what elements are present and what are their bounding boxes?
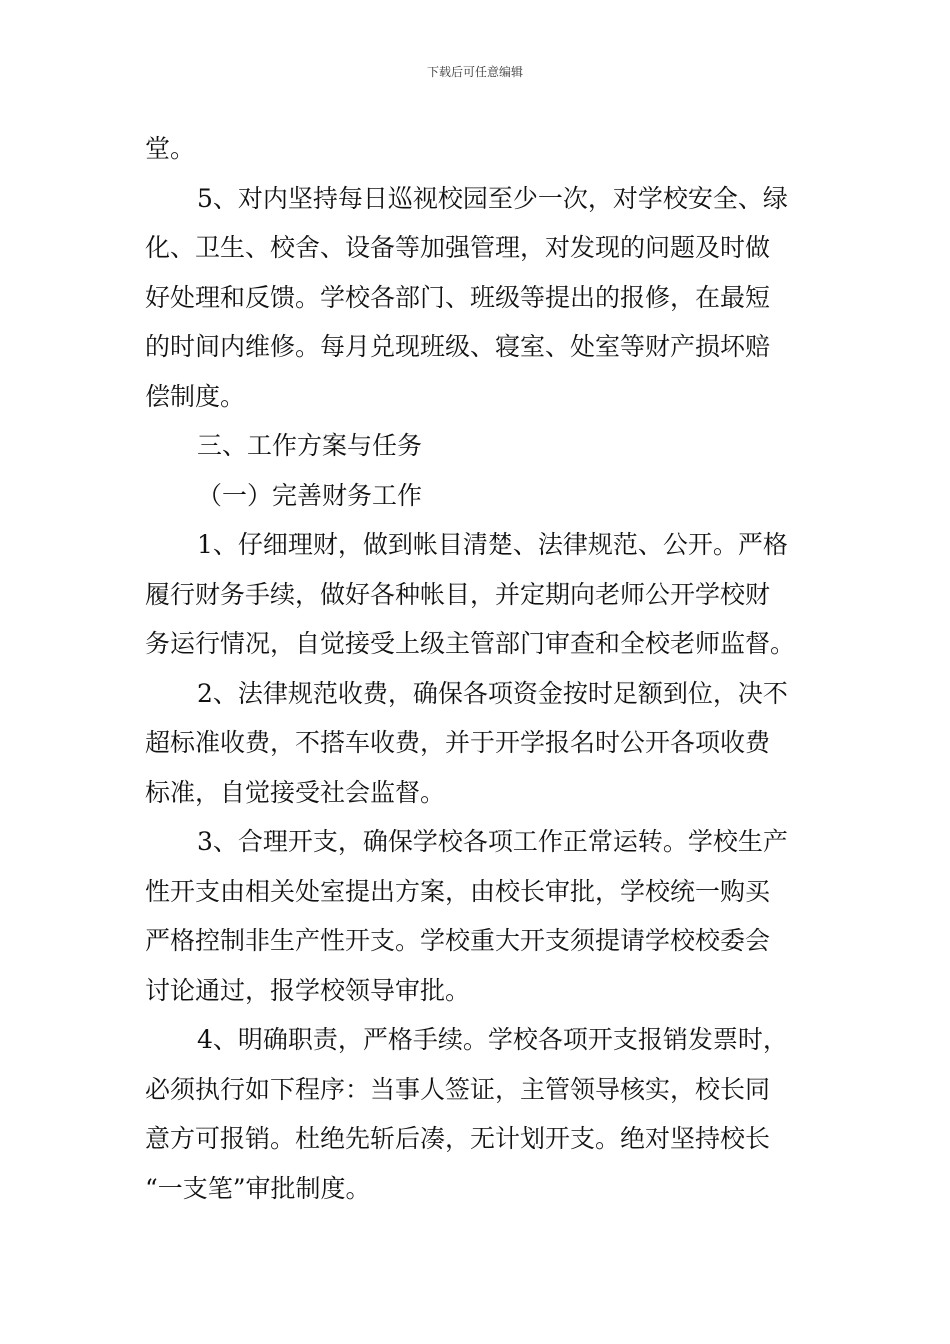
text-line: 2、法律规范收费，确保各项资金按时足额到位，决不 xyxy=(197,678,788,708)
text-line: 意方可报销。杜绝先斩后凑，无计划开支。绝对坚持校长 xyxy=(145,1124,771,1153)
text-line: 5、对内坚持每日巡视校园至少一次，对学校安全、绿 xyxy=(197,183,788,213)
text-line: 3、合理开支，确保学校各项工作正常运转。学校生产 xyxy=(197,827,788,856)
subsection-heading: （一）完善财务工作 xyxy=(197,480,423,510)
text-line: 标准，自觉接受社会监督。 xyxy=(145,777,446,807)
document-body xyxy=(145,124,807,1213)
text-line: 讨论通过，报学校领导审批。 xyxy=(145,975,471,1005)
section-heading: 三、工作方案与任务 xyxy=(197,431,423,460)
text-line: 务运行情况，自觉接受上级主管部门审查和全校老师监督。 xyxy=(145,629,796,658)
text-line: “一支笔”审批制度。 xyxy=(145,1173,371,1203)
text-line: 必须执行如下程序：当事人签证，主管领导核实，校长同 xyxy=(145,1074,771,1104)
page-header: 下载后可任意编辑 xyxy=(426,65,523,79)
text-line: 1、仔细理财，做到帐目清楚、法律规范、公开。严格 xyxy=(197,530,788,559)
text-line: 严格控制非生产性开支。学校重大开支须提请学校校委会 xyxy=(145,926,771,955)
text-line: 偿制度。 xyxy=(145,381,246,411)
text-line: 好处理和反馈。学校各部门、班级等提出的报修，在最短 xyxy=(145,282,771,312)
text-line: 性开支由相关处室提出方案，由校长审批，学校统一购买 xyxy=(145,876,771,906)
text-line: 堂。 xyxy=(145,134,196,163)
text-line: 4、明确职责，严格手续。学校各项开支报销发票时， xyxy=(197,1025,788,1054)
text-line: 化、卫生、校舍、设备等加强管理，对发现的问题及时做 xyxy=(145,233,771,262)
text-line: 履行财务手续，做好各种帐目，并定期向老师公开学校财 xyxy=(145,579,771,609)
text-line: 超标准收费，不搭车收费，并于开学报名时公开各项收费 xyxy=(145,728,771,757)
text-line: 的时间内维修。每月兑现班级、寝室、处室等财产损坏赔 xyxy=(145,332,771,361)
